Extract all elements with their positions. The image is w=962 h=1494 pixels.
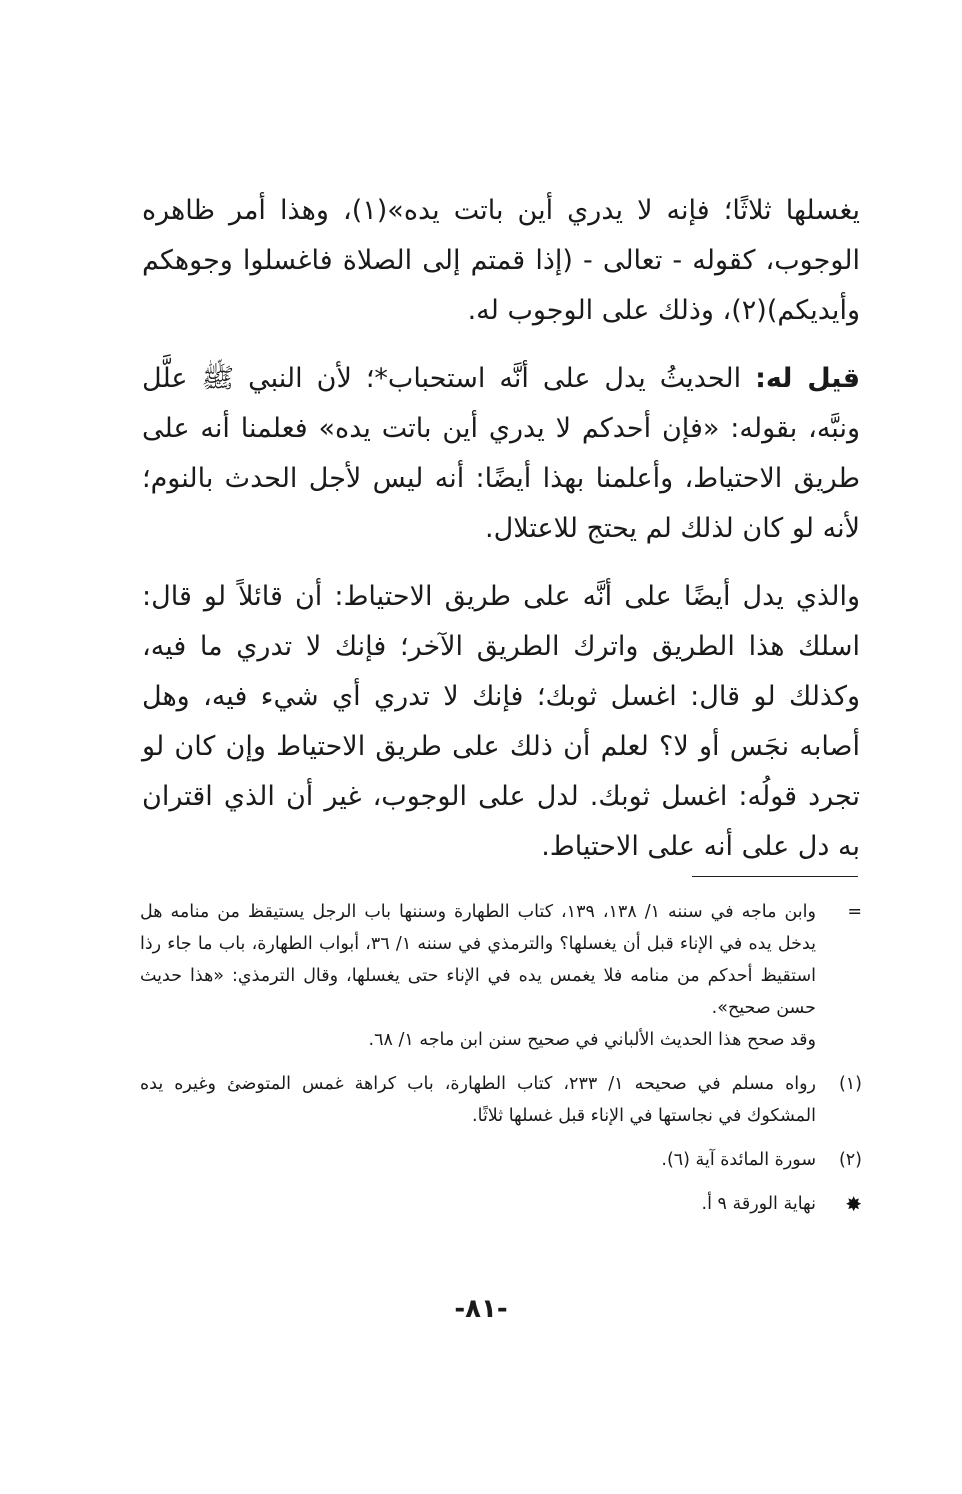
paragraph-2	[142, 354, 860, 554]
footnote-line: سورة المائدة آية (٦).	[661, 1150, 816, 1170]
asterisk-icon: ✸	[845, 1192, 862, 1216]
paragraph-3: والذي يدل أيضًا على أنَّه على طريق الاحتياط: أن قائلاً لو قال: اسلك هذا الطريق واترك الطريق الآخر؛ فإنك لا تدري ما فيه، وكذلك لو قال: اغسل ثوبك؛ فإنك لا تدري أي شيء فيه، وهل أصابه نجَس أو لا؟ لعلم أن ذلك على طريق الاحتياط وإن كان لو تجرد قولُه: اغسل ثوبك. لدل على الوجوب، غير أن الذي اقتران به دل على أنه على الاحتياط.	[142, 581, 860, 862]
footnote-line: وابن ماجه في سننه ١/ ١٣٨، ١٣٩، كتاب الطهارة وسننها باب الرجل يستيقظ من منامه هل يدخل يده في الإناء قبل أن يغسلها؟ والترمذي في سننه ١/ ٣٦، أبواب الطهارة، باب ما جاء رذا استقيظ أحدكم من منامه فلا يغمس يده في الإناء حتى يغسلها، وقال الترمذي: «هذا حديث حسن صحيح».	[140, 902, 816, 1018]
footnote-continuation	[140, 896, 862, 1056]
footnote-line: رواه مسلم في صحيحه ١/ ٢٣٣، كتاب الطهارة، باب كراهة غمس المتوضئ وغيره يده المشكوك في نجاستها في الإناء قبل غسلها ثلاثًا.	[140, 1074, 816, 1126]
main-text	[142, 186, 860, 872]
footnote-1	[140, 1068, 862, 1132]
paragraph-1: يغسلها ثلاثًا؛ فإنه لا يدري أين باتت يده»(١)، وهذا أمر ظاهره الوجوب، كقوله - تعالى - (إذا قمتم إلى الصلاة فاغسلوا وجوهكم وأيديكم)(٢)، وذلك على الوجوب له.	[142, 195, 860, 326]
footnotes	[140, 896, 862, 1220]
footnote-2	[140, 1144, 862, 1176]
footnote-star	[140, 1188, 862, 1220]
footnote-divider	[692, 876, 858, 877]
paragraph-2-lead: قيل له:	[755, 363, 860, 394]
paragraph-2-body: الحديثُ يدل على أنَّه استحباب*؛ لأن النبي ﷺ علَّل ونبَّه، بقوله: «فإن أحدكم لا يدري أين باتت يده» فعلمنا أنه على طريق الاحتياط، وأعلمنا بهذا أيضًا: أنه ليس لأجل الحدث بالنوم؛ لأنه لو كان لذلك لم يحتج للاعتلال.	[142, 363, 860, 544]
footnote-line: نهاية الورقة ٩ أ.	[701, 1194, 816, 1214]
page-number: -٨١-	[454, 1294, 508, 1324]
footnote-line: وقد صحح هذا الحديث الألباني في صحيح سنن ابن ماجه ١/ ٦٨.	[368, 1030, 816, 1050]
footnote-marker: (١)	[838, 1074, 862, 1094]
footnote-marker: (٢)	[838, 1150, 862, 1170]
footnote-marker: =	[847, 902, 862, 922]
